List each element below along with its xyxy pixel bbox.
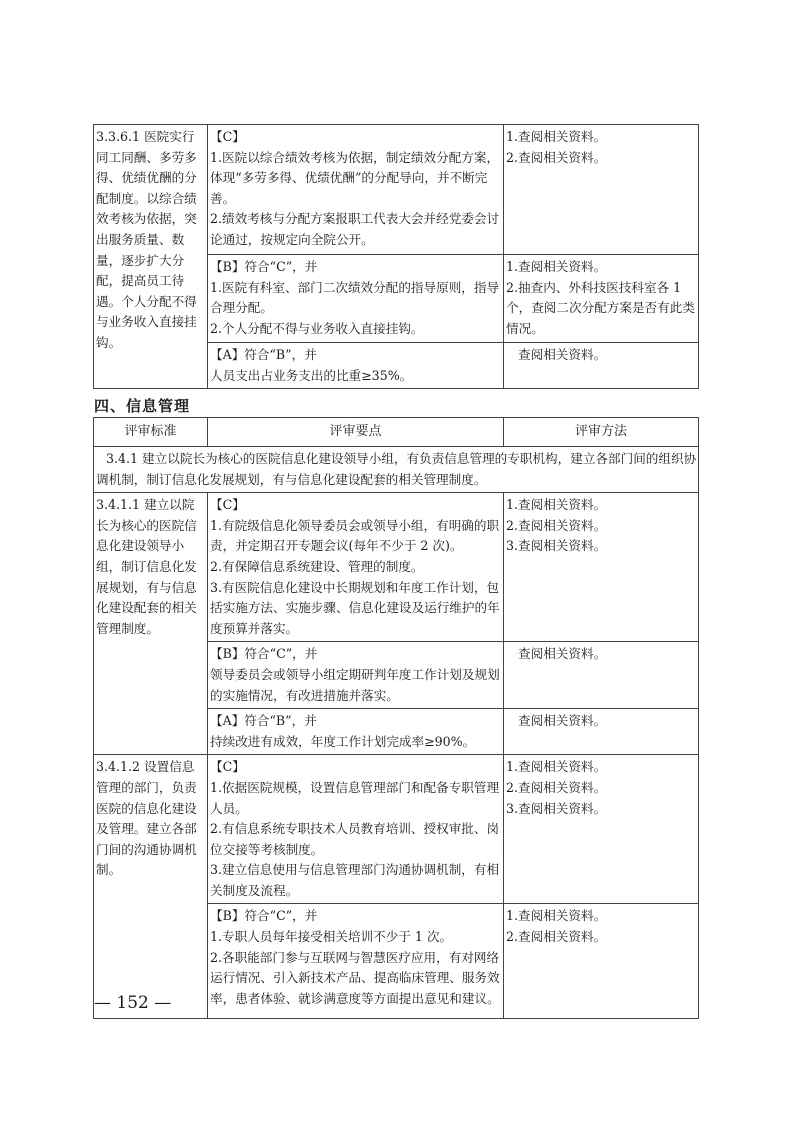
level-label: 【A】符合“B”，并 <box>210 347 317 362</box>
level-label: 【C】 <box>210 129 245 144</box>
column-header-method: 评审方法 <box>504 418 699 447</box>
point-text: 领导委员会或领导小组定期研判年度工作计划及规划的实施情况，有改进措施并落实。 <box>210 666 500 703</box>
standard-cell: 3.4.1.2 设置信息管理的部门，负责医院的信息化建设及管理。建立各部门间的沟通协调机制。 <box>94 755 208 1019</box>
point-text: 2.有信息系统专职技术人员教育培训、授权审批、岗位交接等考核制度。 <box>210 821 500 857</box>
methods-cell <box>504 493 699 642</box>
points-cell <box>208 709 504 755</box>
points-cell <box>208 904 504 1019</box>
method-text: 查阅相关资料。 <box>518 646 607 662</box>
method-text: 1.查阅相关资料。 <box>506 129 607 144</box>
standard-cell: 3.4.1.1 建立以院长为核心的医院信息化建设领导小组，制订信息化发展规划，有与信息化建设配套的相关管理制度。 <box>94 493 208 755</box>
point-text: 3.有医院信息化建设中长期规划和年度工作计划，包括实施方法、实施步骤、信息化建设及运行维护的年度预算并落实。 <box>210 579 500 636</box>
methods-cell <box>504 904 699 1019</box>
method-text: 2.查阅相关资料。 <box>506 149 607 165</box>
point-text: 2.有保障信息系统建设、管理的制度。 <box>210 558 424 574</box>
point-text: 人员支出占业务支出的比重≥35%。 <box>210 367 413 383</box>
table-row <box>94 755 699 904</box>
table-row <box>94 125 699 255</box>
method-text: 3.查阅相关资料。 <box>506 800 607 816</box>
method-text: 2.抽查内、外科技医技科室各 1 个，查阅二次分配方案是否有此类情况。 <box>506 279 695 336</box>
page-number: — 152 — <box>94 993 172 1013</box>
method-text: 1.查阅相关资料。 <box>506 908 607 924</box>
standard-cell: 3.3.6.1 医院实行同工同酬、多劳多得、优绩优酬的分配制度。以综合绩效考核为依据，突出服务质量、数量，逐步扩大分配，提高员工待遇。个人分配不得与业务收入直接挂钩。 <box>94 125 208 389</box>
information-management-table <box>93 417 699 1019</box>
point-text: 2.个人分配不得与业务收入直接挂钩。 <box>210 320 424 336</box>
points-cell <box>208 343 504 389</box>
methods-cell <box>504 755 699 904</box>
clause-row <box>94 447 699 493</box>
header-row <box>94 418 699 447</box>
method-text: 查阅相关资料。 <box>518 347 607 362</box>
method-text: 3.查阅相关资料。 <box>506 538 607 554</box>
method-text: 1.查阅相关资料。 <box>506 497 607 513</box>
point-text: 持续改进有成效，年度工作计划完成率≥90%。 <box>210 733 476 749</box>
level-label: 【C】 <box>210 759 245 775</box>
points-cell <box>208 642 504 709</box>
point-text: 1.有院级信息化领导委员会或领导小组，有明确的职责，并定期召开专题会议(每年不少于 2 次)。 <box>210 517 500 554</box>
level-label: 【B】符合“C”，并 <box>210 646 318 662</box>
points-cell <box>208 493 504 642</box>
point-text: 2.各职能部门参与互联网与智慧医疗应用，有对网络运行情况、引入新技术产品、提高临床管理、服务效率，患者体验、就诊满意度等方面提出意见和建议。 <box>210 949 500 1006</box>
column-header-points: 评审要点 <box>208 418 504 447</box>
level-label: 【A】符合“B”，并 <box>210 713 317 729</box>
method-text: 2.查阅相关资料。 <box>506 929 607 945</box>
section-heading: 四、信息管理 <box>94 397 191 415</box>
methods-cell <box>504 709 699 755</box>
methods-cell <box>504 255 699 343</box>
methods-cell <box>504 343 699 389</box>
method-text: 2.查阅相关资料。 <box>506 779 607 795</box>
points-cell <box>208 255 504 343</box>
method-text: 查阅相关资料。 <box>518 713 607 729</box>
point-text: 3.建立信息使用与信息管理部门沟通协调机制，有相关制度及流程。 <box>210 862 500 898</box>
point-text: 2.绩效考核与分配方案报职工代表大会并经党委会讨论通过，按规定向全院公开。 <box>210 211 500 247</box>
point-text: 1.依据医院规模，设置信息管理部门和配备专职管理人员。 <box>210 779 500 816</box>
point-text: 1.医院有科室、部门二次绩效分配的指导原则，指导合理分配。 <box>210 279 500 316</box>
points-cell <box>208 125 504 255</box>
table-row <box>94 493 699 642</box>
method-text: 1.查阅相关资料。 <box>506 759 607 775</box>
method-text: 1.查阅相关资料。 <box>506 259 607 274</box>
column-header-standard: 评审标准 <box>94 418 208 447</box>
level-label: 【B】符合“C”，并 <box>210 908 318 924</box>
method-text: 2.查阅相关资料。 <box>506 517 607 533</box>
point-text: 1.医院以综合绩效考核为依据，制定绩效分配方案，体现“多劳多得、优绩优酬”的分配导向，并不断完善。 <box>210 149 500 206</box>
performance-distribution-table <box>93 124 699 389</box>
methods-cell <box>504 125 699 255</box>
level-label: 【B】符合“C”，并 <box>210 259 318 274</box>
clause-text: 3.4.1 建立以院长为核心的医院信息化建设领导小组，有负责信息管理的专职机构，建立各部门间的组织协调机制，制订信息化发展规划，有与信息化建设配套的相关管理制度。 <box>94 447 699 493</box>
level-label: 【C】 <box>210 497 245 513</box>
methods-cell <box>504 642 699 709</box>
points-cell <box>208 755 504 904</box>
point-text: 1.专职人员每年接受相关培训不少于 1 次。 <box>210 929 453 945</box>
